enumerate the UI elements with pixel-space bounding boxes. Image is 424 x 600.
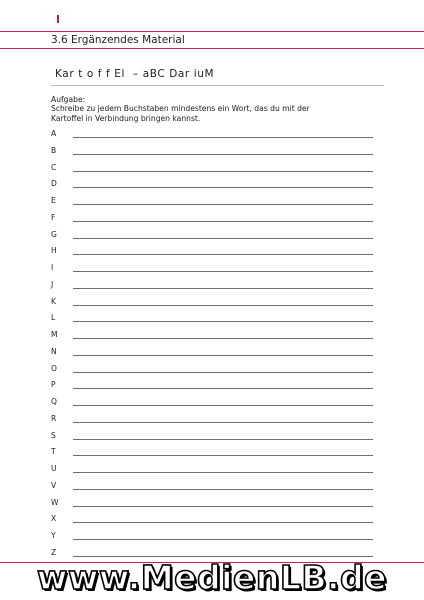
answer-row	[51, 227, 381, 244]
header-divider-bottom	[0, 48, 424, 49]
row-letter: T	[51, 447, 56, 457]
header-divider-top	[0, 31, 424, 32]
row-letter: B	[51, 145, 57, 155]
answer-line[interactable]	[73, 221, 373, 222]
answer-row	[51, 478, 381, 495]
answer-line[interactable]	[73, 254, 373, 255]
row-letter: A	[51, 129, 57, 138]
answer-line[interactable]	[73, 187, 373, 188]
row-letter: N	[51, 346, 57, 356]
answer-line[interactable]	[73, 288, 373, 289]
answer-row	[51, 126, 381, 143]
answer-line[interactable]	[73, 405, 373, 406]
row-letter: H	[51, 246, 57, 256]
answer-line[interactable]	[73, 422, 373, 423]
task-instructions	[51, 95, 351, 123]
answer-line[interactable]	[73, 455, 373, 456]
row-letter: V	[51, 480, 57, 490]
answer-line[interactable]	[73, 539, 373, 540]
answer-line[interactable]	[73, 238, 373, 239]
row-letter: J	[51, 279, 54, 289]
answer-row	[51, 327, 381, 344]
answer-row	[51, 260, 381, 277]
title-underline	[51, 85, 384, 86]
answer-line[interactable]	[73, 472, 373, 473]
answer-row	[51, 277, 381, 294]
answer-row	[51, 344, 381, 361]
row-letter: R	[51, 413, 57, 423]
row-letter: I	[51, 263, 54, 272]
row-letter: Q	[51, 397, 57, 406]
answer-row	[51, 243, 381, 260]
answer-line[interactable]	[73, 338, 373, 339]
answer-line[interactable]	[73, 204, 373, 205]
answer-line[interactable]	[73, 556, 373, 557]
answer-line[interactable]	[73, 506, 373, 507]
answer-row	[51, 528, 381, 545]
answer-line[interactable]	[73, 439, 373, 440]
answer-row	[51, 377, 381, 394]
row-letter: L	[51, 313, 56, 323]
row-letter: Z	[51, 547, 57, 557]
answer-line[interactable]	[73, 305, 373, 306]
answer-row	[51, 176, 381, 193]
row-letter: K	[51, 296, 56, 306]
row-letter: E	[51, 196, 56, 205]
answer-row	[51, 394, 381, 411]
answer-line[interactable]	[73, 271, 373, 272]
row-letter: M	[51, 330, 58, 339]
worksheet-title: Kar t o f f El – aBC Dar iuM	[55, 68, 215, 80]
answer-row	[51, 411, 381, 428]
row-letter: W	[51, 497, 59, 507]
row-letter: D	[51, 179, 57, 189]
answer-row	[51, 193, 381, 210]
section-title: 3.6 Ergänzendes Material	[51, 34, 185, 46]
answer-line[interactable]	[73, 137, 373, 138]
answer-line[interactable]	[73, 355, 373, 356]
answer-row	[51, 160, 381, 177]
row-letter: C	[51, 162, 57, 172]
answer-row	[51, 428, 381, 445]
row-letter: O	[51, 363, 57, 373]
row-letter: Y	[51, 531, 56, 540]
row-letter: X	[51, 514, 57, 524]
page-marker	[57, 15, 59, 23]
task-heading: Aufgabe:	[51, 95, 86, 104]
answer-row	[51, 310, 381, 327]
row-letter: S	[51, 430, 56, 440]
answer-line[interactable]	[73, 388, 373, 389]
answer-row	[51, 511, 381, 528]
answer-line[interactable]	[73, 321, 373, 322]
answer-row	[51, 495, 381, 512]
answer-row	[51, 444, 381, 461]
watermark-logo: www.MedienLB.de	[36, 558, 388, 597]
answer-line[interactable]	[73, 489, 373, 490]
answer-row	[51, 294, 381, 311]
row-letter: F	[51, 212, 56, 222]
answer-line[interactable]	[73, 522, 373, 523]
answer-row	[51, 461, 381, 478]
answer-line[interactable]	[73, 154, 373, 155]
alphabet-answer-list	[51, 126, 381, 562]
answer-row	[51, 210, 381, 227]
row-letter: G	[51, 229, 57, 239]
row-letter: P	[51, 380, 56, 390]
task-text-line-1: Schreibe zu jedem Buchstaben mindestens ein Wort, das du mit der	[51, 104, 310, 114]
answer-row	[51, 143, 381, 160]
task-text-line-2: Kartoffel in Verbindung bringen kannst.	[51, 113, 201, 123]
answer-row	[51, 361, 381, 378]
answer-line[interactable]	[73, 372, 373, 373]
row-letter: U	[51, 464, 57, 473]
answer-line[interactable]	[73, 171, 373, 172]
